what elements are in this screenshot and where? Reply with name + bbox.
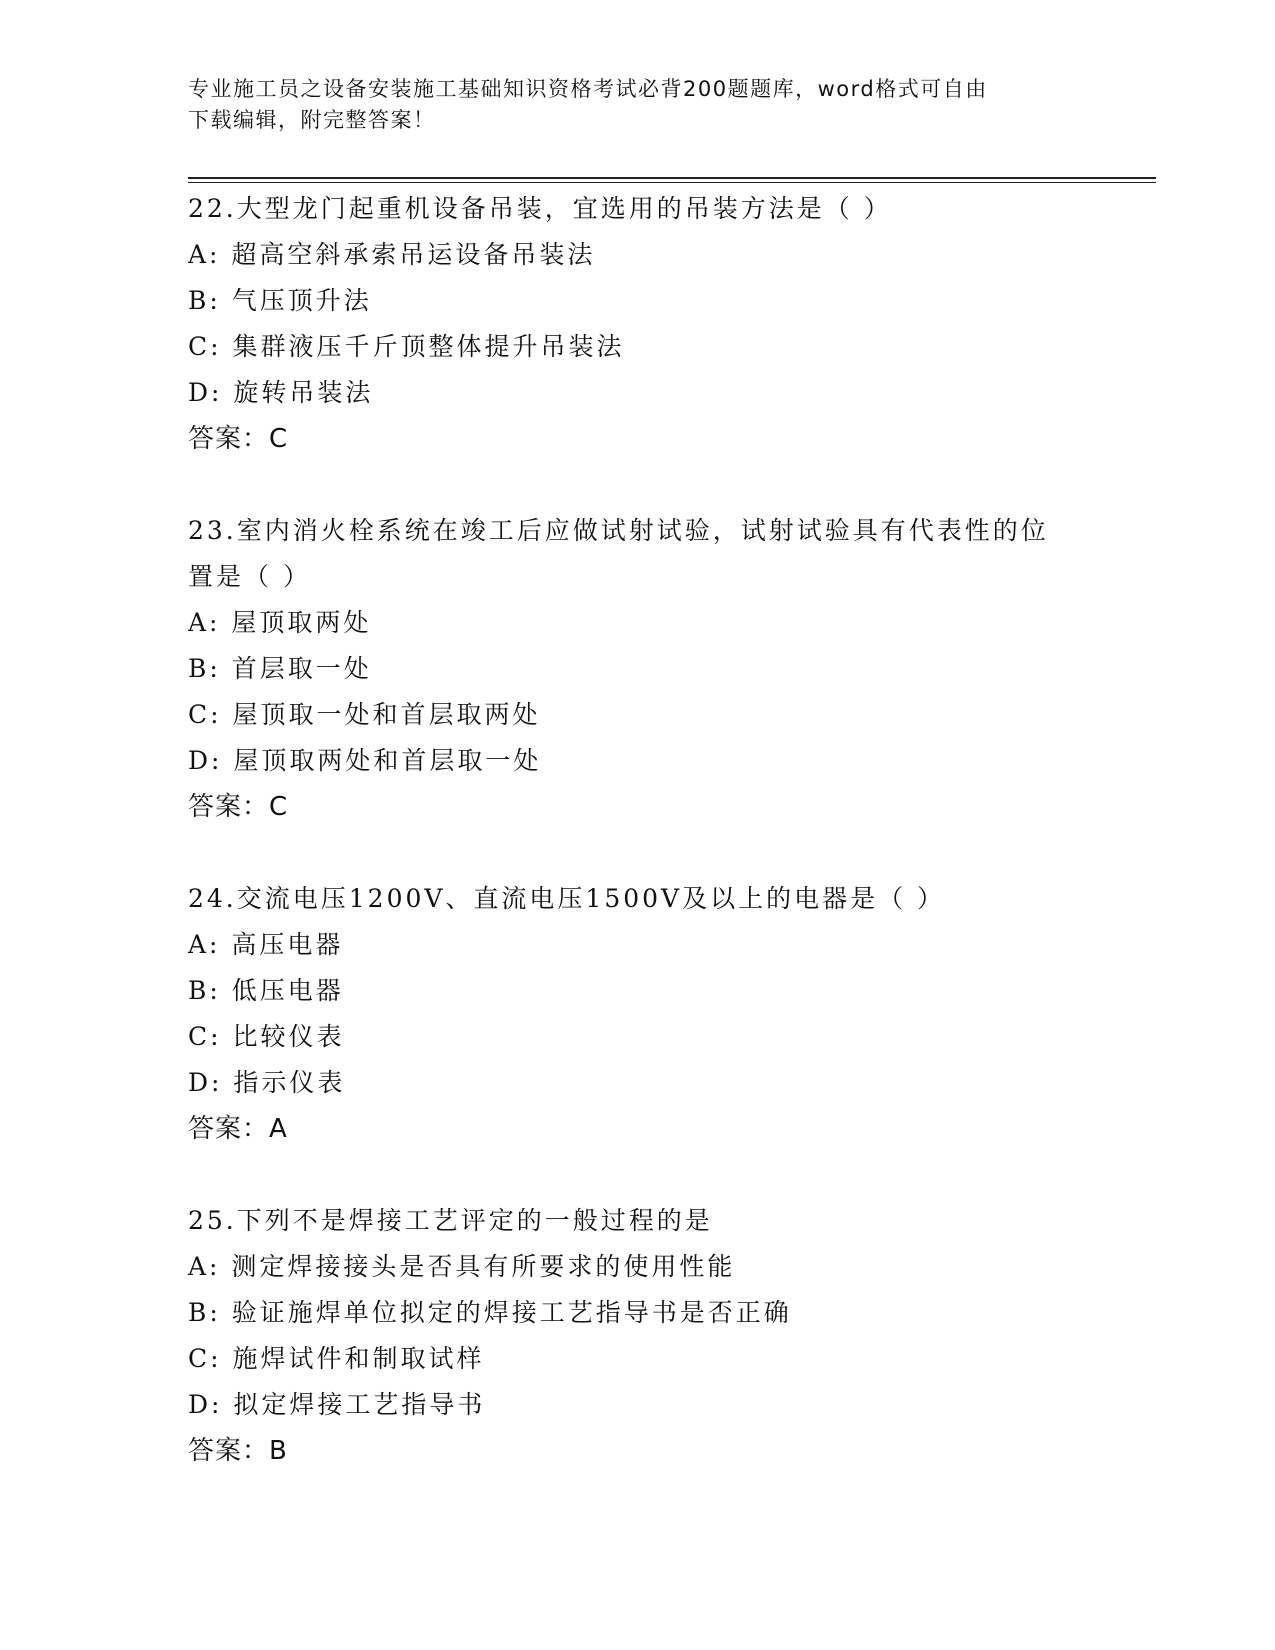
- question-25: [188, 1198, 1088, 1474]
- question-23: [188, 508, 1088, 830]
- document-header: [188, 74, 1088, 136]
- question-list: [188, 186, 1088, 1474]
- option-c: C: 屋顶取一处和首层取两处: [188, 700, 541, 729]
- option-d: D: 屋顶取两处和首层取一处: [188, 746, 542, 775]
- option-d: D: 旋转吊装法: [188, 378, 374, 407]
- answer-label: 答案：C: [188, 792, 289, 822]
- option-a: A: 测定焊接接头是否具有所要求的使用性能: [188, 1252, 736, 1281]
- option-c: C: 集群液压千斤顶整体提升吊装法: [188, 332, 625, 361]
- option-c: C: 施焊试件和制取试样: [188, 1344, 485, 1373]
- option-b: B: 低压电器: [188, 976, 344, 1005]
- question-stem: 22.大型龙门起重机设备吊装，宜选用的吊装方法是（ ）: [188, 194, 892, 223]
- header-line-1: 专业施工员之设备安装施工基础知识资格考试必背200题题库，word格式可自由: [188, 77, 988, 101]
- option-b: B: 首层取一处: [188, 654, 372, 683]
- option-d: D: 指示仪表: [188, 1068, 346, 1097]
- option-d: D: 拟定焊接工艺指导书: [188, 1390, 486, 1419]
- question-22: [188, 186, 1088, 462]
- option-b: B: 验证施焊单位拟定的焊接工艺指导书是否正确: [188, 1298, 792, 1327]
- header-line-2: 下载编辑，附完整答案！: [188, 108, 436, 132]
- answer-label: 答案：C: [188, 424, 289, 454]
- header-divider-thick: [188, 177, 1156, 179]
- option-a: A: 高压电器: [188, 930, 344, 959]
- answer-label: 答案：A: [188, 1114, 288, 1144]
- question-24: [188, 876, 1088, 1152]
- option-a: A: 屋顶取两处: [188, 608, 372, 637]
- question-stem: 23.室内消火栓系统在竣工后应做试射试验，试射试验具有代表性的位: [188, 516, 1049, 545]
- answer-label: 答案：B: [188, 1436, 288, 1466]
- option-a: A: 超高空斜承索吊运设备吊装法: [188, 240, 596, 269]
- question-stem: 25.下列不是焊接工艺评定的一般过程的是: [188, 1206, 713, 1235]
- option-c: C: 比较仪表: [188, 1022, 345, 1051]
- question-stem: 24.交流电压1200V、直流电压1500V及以上的电器是（ ）: [188, 884, 946, 913]
- option-b: B: 气压顶升法: [188, 286, 372, 315]
- header-divider-thin: [188, 182, 1156, 183]
- question-stem-continued: 置是（ ）: [188, 562, 311, 591]
